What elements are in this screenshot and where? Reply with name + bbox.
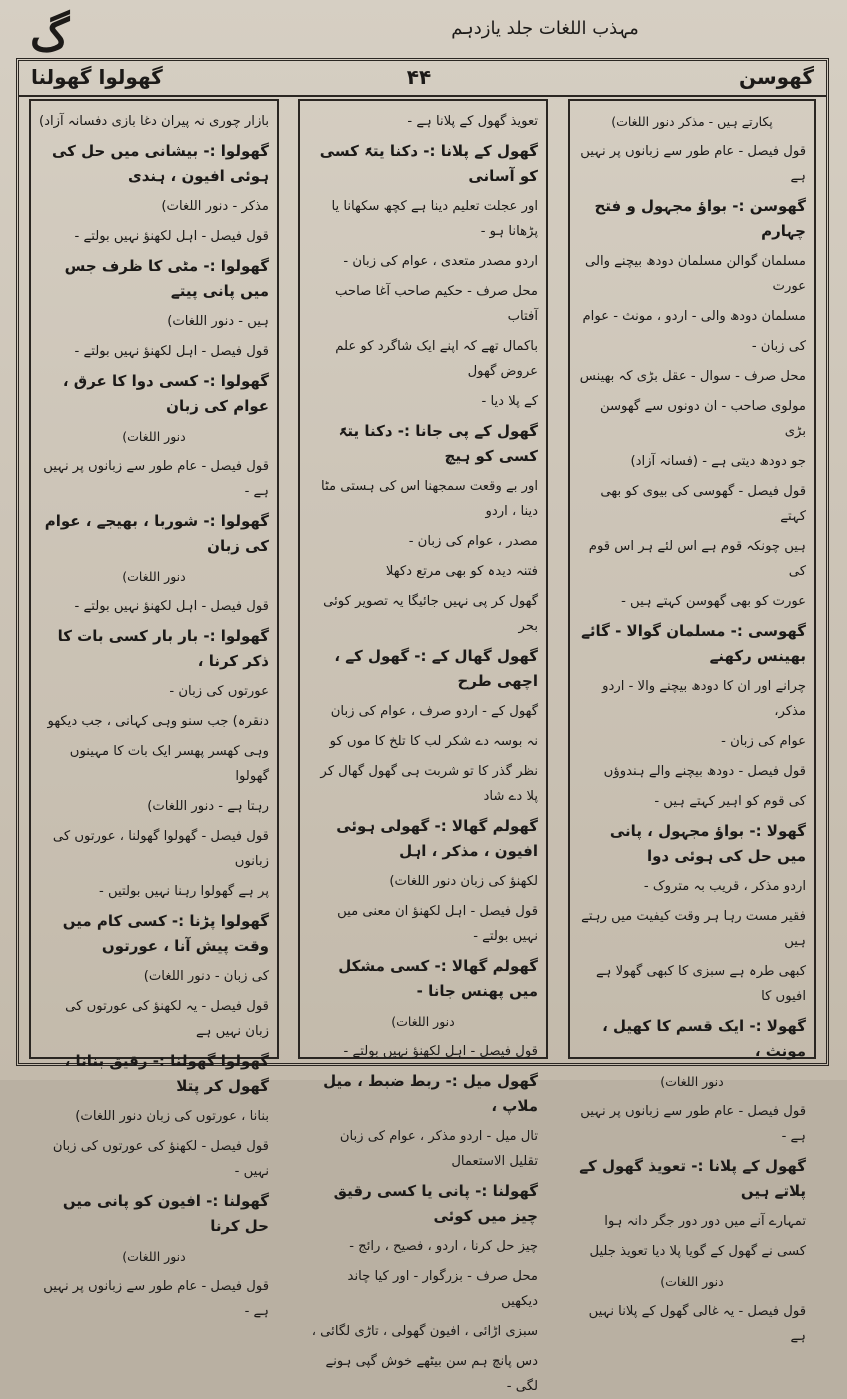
entry-line: کی زبان -: [751, 339, 806, 354]
entry-line: قول فیصل - گھوسی کی بیوی کو بھی کہتے: [600, 484, 806, 524]
entry-line: دنقرہ) جب سنو وہی کہانی ، جب دیکھو: [47, 714, 269, 729]
entry-line: قول فیصل - اہل لکھنؤ ان معنی میں نہیں بولتے -: [337, 904, 538, 944]
entry-line: چیز حل کرنا ، اردو ، فصیح ، رائج -: [349, 1239, 538, 1254]
entry-line: مصدر ، عوام کی زبان -: [408, 534, 538, 549]
entry-line: پر ہے گھولوا رہنا نہیں بولتیں -: [99, 884, 269, 899]
entry-line: تال میل - اردو مذکر ، عوام کی زبان تقلیل الاستعمال: [339, 1129, 538, 1169]
entry-line: فقیر مست رہا ہر وقت کیفیت میں رہتے ہیں: [581, 909, 806, 949]
entry-line: دنور اللغات): [122, 569, 186, 584]
entry-line: قول فیصل - اہل لکھنؤ نہیں بولتے -: [74, 599, 269, 614]
entry-line: محل صرف - حکیم صاحب آغا صاحب آفتاب: [334, 284, 538, 324]
entry-headword-line: گھولم گھالا :- کسی مشکل میں پھنس جانا -: [338, 957, 538, 1000]
page-number: ۴۴: [406, 65, 432, 89]
entry-line: فتنہ دیدہ کو بھی مرتع دکھلا: [385, 564, 538, 579]
entry-headword-line: گھولوا گھولنا :- رقیق بنانا ، گھول کر پتلا: [64, 1052, 269, 1095]
entry-line: کسی نے گھول کے گویا پلا دیا تعویذ جلیل: [589, 1244, 806, 1259]
entry-line: نظر گذر کا تو شربت ہی گھول گھال کر پلا دے شاد: [320, 764, 538, 804]
entry-headword-line: گھولم گھالا :- گھولی ہوئی افیون ، مذکر ، اہل: [336, 817, 538, 860]
column-right: [568, 99, 816, 1344]
entry-line: مولوی صاحب - ان دونوں سے گھوسن بڑی: [599, 399, 806, 439]
entry-headword-line: گھولوا :- شوربا ، بھیجے ، عوام کی زبان: [44, 512, 269, 555]
entry-headword-line: گھول میل :- ربط ضبط ، میل ملاپ ،: [323, 1072, 538, 1115]
entry-line: قول فیصل - اہل لکھنؤ نہیں بولتے -: [74, 229, 269, 244]
entry-line: کی قوم کو اہیر کہتے ہیں -: [654, 794, 806, 809]
section-letter: گ: [30, 10, 70, 61]
entry-line: ہیں چونکہ قوم ہے اس لئے ہر اس قوم کی: [588, 539, 806, 579]
left-catchword: گھولوا گھولنا: [31, 65, 163, 89]
entry-line: دنور اللغات): [122, 429, 186, 444]
entry-headword-line: گھولا :- بواؤ مجہول ، پانی میں حل کی ہوئی دوا: [609, 822, 806, 865]
entry-line: کے پلا دیا -: [481, 394, 538, 409]
entry-line: محل صرف - سوال - عقل بڑی کہ بھینس: [579, 369, 806, 384]
entry-line: قول فیصل - گھولوا گھولنا ، عورتوں کی زبانوں: [52, 829, 269, 869]
entry-headword-line: گھول کے پی جانا :- دکنا یتہً کسی کو ہیچ: [338, 422, 538, 465]
entry-line: چرانے اور ان کا دودھ بیچنے والا - اردو مذکر،: [602, 679, 806, 719]
entry-line: وہی کھسر پھسر ایک بات کا مہینوں گھولوا: [69, 744, 269, 784]
entry-line: عورت کو بھی گھوسن کہتے ہیں -: [621, 594, 806, 609]
entry-line: جو دودھ دیتی ہے - (فسانہ آزاد): [630, 454, 806, 469]
entry-line: بازار چوری نہ پیران دغا بازی دفسانہ آزاد): [39, 114, 269, 129]
entry-line: دنور اللغات): [660, 1274, 724, 1289]
entry-line: باکمال تھے کہ اپنے ایک شاگرد کو علم عروض گھول: [335, 339, 538, 379]
entry-line: اور عجلت تعلیم دینا ہے کچھ سکھانا یا پڑھانا ہو -: [331, 199, 538, 239]
entry-line: دس پانچ ہم سن بیٹھے خوش گپی ہونے لگی -: [325, 1354, 538, 1394]
entry-headword-line: گھولا :- ایک قسم کا کھیل ، مونث ،: [602, 1017, 806, 1060]
entry-line: کی زبان - دنور اللغات): [143, 969, 269, 984]
entry-headword-line: گھول کے پلانا :- دکنا یتہً کسی کو آسانی: [319, 142, 538, 185]
entry-line: عوام کی زبان -: [721, 734, 806, 749]
entry-line: تعویذ گھول کے پلانا ہے -: [407, 114, 538, 129]
entry-line: مسلمان گوالن مسلمان دودھ بیچنے والی عورت: [584, 254, 806, 294]
entry-headword-line: گھولوا :- مٹی کا ظرف جس میں پانی پیتے: [64, 257, 269, 300]
entry-headword-line: گھولوا پڑنا :- کسی کام میں وقت پیش آنا ، عورتوں: [62, 912, 269, 955]
entry-line: رہتا ہے - دنور اللغات): [147, 799, 269, 814]
running-head: مہذب اللغات جلد یازدہم: [451, 18, 639, 39]
entry-headword-line: گھول کے پلانا :- تعویذ گھول کے پلاتے ہیں: [579, 1157, 806, 1200]
header-band: [19, 61, 826, 97]
entry-line: لکھنؤ کی زبان دنور اللغات): [389, 874, 538, 889]
entry-line: قول فیصل - اہل لکھنؤ نہیں بولتے -: [343, 1044, 538, 1059]
entry-line: قول فیصل - لکھنؤ کی عورتوں کی زبان نہیں -: [52, 1139, 269, 1179]
entry-line: قول فیصل - اہل لکھنؤ نہیں بولتے -: [74, 344, 269, 359]
entry-line: مذکر - دنور اللغات): [161, 199, 269, 214]
entry-headword-line: گھوسن :- بواؤ مجہول و فتح چہارم: [594, 197, 806, 240]
entry-line: قول فیصل - یہ غالی گھول کے پلانا نہیں ہے: [588, 1304, 806, 1344]
column-left: [29, 99, 279, 1319]
entry-line: دنور اللغات): [660, 1074, 724, 1089]
entry-line: دنور اللغات): [122, 1249, 186, 1264]
entry-headword-line: گھولنا :- افیون کو پانی میں حل کرنا: [62, 1192, 269, 1235]
entry-line: محل صرف - بزرگوار - اور کیا چاند دیکھیں: [347, 1269, 538, 1309]
entry-headword-line: گھول گھال کے :- گھول کے ، اچھی طرح: [334, 647, 538, 690]
entry-line: تمہارے آنے میں دور دور جگر دانہ ہوا: [604, 1214, 806, 1229]
entry-line: گھول کر پی نہیں جائیگا یہ تصویر کوئی بحر: [323, 594, 538, 634]
entry-headword-line: گھولوا :- بیشانی میں حل کی ہوئی افیون ، ہندی: [51, 142, 269, 185]
entry-line: قول فیصل - عام طور سے زبانوں پر نہیں ہے -: [580, 1104, 806, 1144]
entry-line: اردو مصدر متعدی ، عوام کی زبان -: [343, 254, 538, 269]
entry-line: اردو مذکر ، قریب بہ متروک -: [643, 879, 806, 894]
entry-line: دنور اللغات): [391, 1014, 455, 1029]
entry-line: قول فیصل - عام طور سے زبانوں پر نہیں ہے: [580, 144, 806, 184]
right-catchword: گھوسن: [738, 65, 814, 89]
entry-line: قول فیصل - عام طور سے زبانوں پر نہیں ہے -: [43, 459, 269, 499]
entry-line: سبزی اڑائی ، افیون گھولی ، تاڑی لگائی ،: [311, 1324, 538, 1339]
entry-line: اور بے وقعت سمجھنا اس کی ہستی مٹا دینا ، اردو: [321, 479, 538, 519]
entry-line: بنانا ، عورتوں کی زبان دنور اللغات): [75, 1109, 269, 1124]
entry-line: قول فیصل - یہ لکھنؤ کی عورتوں کی زبان نہیں ہے: [65, 999, 269, 1039]
entry-line: عورتوں کی زبان -: [169, 684, 269, 699]
page-frame: [16, 58, 829, 1394]
entry-line: پکارتے ہیں - مذکر دنور اللغات): [611, 114, 773, 129]
entry-line: ہیں - دنور اللغات): [167, 314, 269, 329]
entry-headword-line: گھوسی :- مسلمان گوالا - گائے بھینس رکھنے: [581, 622, 806, 665]
entry-headword-line: گھولوا :- کسی دوا کا عرق ، عوام کی زبان: [62, 372, 269, 415]
entry-line: گھول کے - اردو صرف ، عوام کی زبان: [330, 704, 538, 719]
entry-headword-line: گھولوا :- بار بار کسی بات کا ذکر کرنا ،: [57, 627, 269, 670]
entry-line: مسلمان دودھ والی - اردو ، مونث - عوام: [582, 309, 806, 324]
entry-line: قول فیصل - عام طور سے زبانوں پر نہیں ہے -: [43, 1279, 269, 1319]
entry-headword-line: گھولنا :- پانی یا کسی رقیق چیز میں کوئی: [333, 1182, 538, 1225]
entry-line: قول فیصل - دودھ بیچنے والے ہندوؤں: [603, 764, 806, 779]
entry-line: نہ بوسہ دے شکر لب کا تلخ کا موں کو: [329, 734, 538, 749]
entry-line: کبھی طرہ ہے سبزی کا کبھی گھولا ہے افیوں کا: [595, 964, 806, 1004]
column-middle: [298, 99, 548, 1394]
